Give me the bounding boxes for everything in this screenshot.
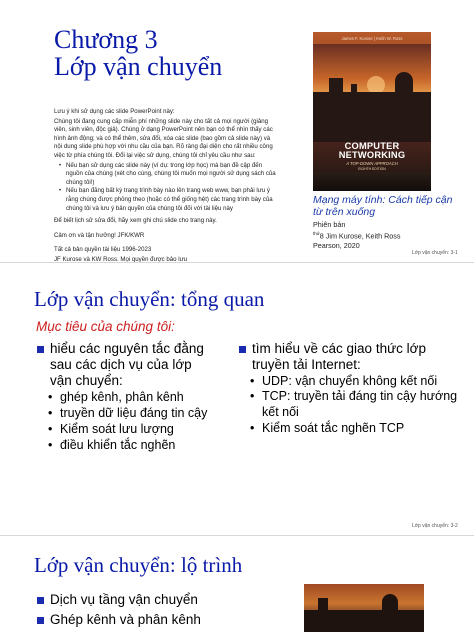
slide-2-title: Lớp vận chuyển: tổng quan <box>34 287 265 311</box>
cover-title-line2: NETWORKING <box>338 150 406 160</box>
book-publisher: Pearson, 2020 <box>313 240 360 250</box>
slide-1-title-line1: Chương 3 <box>54 25 158 54</box>
left-main-bullet <box>36 341 246 389</box>
slide-1-title <box>54 26 222 80</box>
slide-3 <box>0 536 474 632</box>
left-main-line2: sau các dịch vụ của lớp <box>50 357 192 372</box>
roadmap-item-1: Dịch vụ tầng vận chuyển <box>36 590 201 610</box>
right-sub-bullet-1: • UDP: vận chuyển không kết nối <box>248 373 470 389</box>
cover-edition: EIGHTH EDITION <box>358 167 386 171</box>
right-main-bullet <box>238 341 470 373</box>
left-main-line1: hiểu các nguyên tắc đằng <box>50 341 204 356</box>
left-sub-bullet-3: • Kiểm soát lưu lượng <box>46 421 246 437</box>
notes-bullet-2: • Nếu bạn đăng bất kỳ trang trình bày nào lên trang web www, bạn phải lưu ý rằng chúng được phỏng theo (hoặc có thể giống hệt) các trang trình bày của chúng tôi và lưu ý bản quyền của chúng tôi đối với tài liệu này <box>62 187 279 213</box>
book-authors: 8 Jim Kurose, Keith Ross <box>319 231 401 241</box>
notes-bullets <box>62 162 279 214</box>
slide-1 <box>0 0 474 262</box>
roadmap-image-building <box>304 610 424 632</box>
right-sub-bullet-2 <box>248 389 470 420</box>
right-sub-2-line1: • TCP: truyền tải đáng tin cậy hướng <box>262 389 458 403</box>
cover-title <box>313 142 431 160</box>
notes-paragraph: Chúng tôi đang cung cấp miễn phí những slide này cho tất cả mọi người (giảng viên, sinh viên, độc giả). Chúng ở dạng PowerPoint nên bạn có thể nhìn thấy các hình ảnh động; và có thể thêm, sửa đổi, xóa các slide (bao gồm cả slide này) và nội dung slide phù hợp với nhu cầu của bạn. Rõ ràng đại diện cho rất nhiều công việc từ phía chúng tôi. Đổi lại việc sử dụng, chúng tôi chỉ yêu cầu như sau: <box>54 117 273 159</box>
notes-copyright-2: JF Kurose và KW Ross. Mọi quyền được bảo lưu <box>54 255 188 262</box>
roadmap-image-tower <box>318 598 328 612</box>
book-edition-sup: thứ <box>313 231 320 237</box>
slide-3-title: Lớp vận chuyển: lộ trình <box>34 553 243 577</box>
cover-tower <box>329 78 343 98</box>
cover-dome <box>395 72 413 98</box>
notes-thanks: Cảm ơn và tận hưởng! JFK/KWR <box>54 231 145 239</box>
right-sub-2-line2: kết nối <box>262 404 299 419</box>
cover-authors: James F. Kurose | Keith W. Ross <box>341 36 403 41</box>
left-sub-bullet-2: • truyền dữ liệu đáng tin cậy <box>46 405 246 421</box>
slide-2-footer: Lớp vận chuyển: 3-2 <box>412 523 458 529</box>
cover-subtitle: A TOP-DOWN APPROACH <box>346 161 398 166</box>
slide-2 <box>0 263 474 535</box>
notes-copyright-1: Tất cả bản quyền tài liệu 1996-2023 <box>54 246 152 254</box>
book-authors-line <box>313 229 400 241</box>
left-sub-bullet-1: • ghép kênh, phân kênh <box>46 389 246 405</box>
book-cover-image <box>313 32 431 191</box>
left-sub-bullet-4: • điều khiển tắc nghẽn <box>46 437 246 453</box>
slide-1-title-line2: Lớp vận chuyển <box>54 52 223 81</box>
roadmap-list <box>36 590 201 630</box>
goal-heading: Mục tiêu của chúng tôi: <box>36 319 175 334</box>
usage-notes <box>54 108 279 262</box>
cover-building <box>313 92 431 142</box>
cover-title-line1: COMPUTER <box>344 141 400 151</box>
right-main-line1: tìm hiểu về các giao thức lớp <box>252 341 426 356</box>
book-info <box>313 220 400 250</box>
roadmap-item-2: Ghép kênh và phân kênh <box>36 610 201 630</box>
roadmap-cover-image <box>304 584 424 632</box>
notes-intro: Lưu ý khi sử dụng các slide PowerPoint này: <box>54 108 175 115</box>
right-sub-bullet-3: • Kiểm soát tắc nghẽn TCP <box>248 420 470 436</box>
right-main-line2: truyền tải Internet: <box>252 357 361 372</box>
cover-spire <box>351 84 357 96</box>
left-main-line3: vận chuyển: <box>50 373 123 388</box>
notes-history: Để biết lịch sử sửa đổi, hãy xem ghi chú slide cho trang này. <box>54 217 217 225</box>
right-column <box>238 341 470 436</box>
cover-water <box>313 172 431 191</box>
book-edition-label: Phiên bản <box>313 220 346 229</box>
roadmap-image-dome <box>382 594 398 612</box>
slide-1-footer: Lớp vận chuyển: 3-1 <box>412 250 458 256</box>
left-column <box>36 341 246 453</box>
notes-bullet-1: • Nếu bạn sử dụng các slide này (ví dụ: trong lớp học) mà bạn đề cập đến nguồn của chúng (xét cho cùng, chúng tôi muốn mọi người sử dụng sách của chúng tôi!) <box>62 162 279 188</box>
book-title: Mạng máy tính: Cách tiếp cận từ trên xuống <box>313 194 453 218</box>
